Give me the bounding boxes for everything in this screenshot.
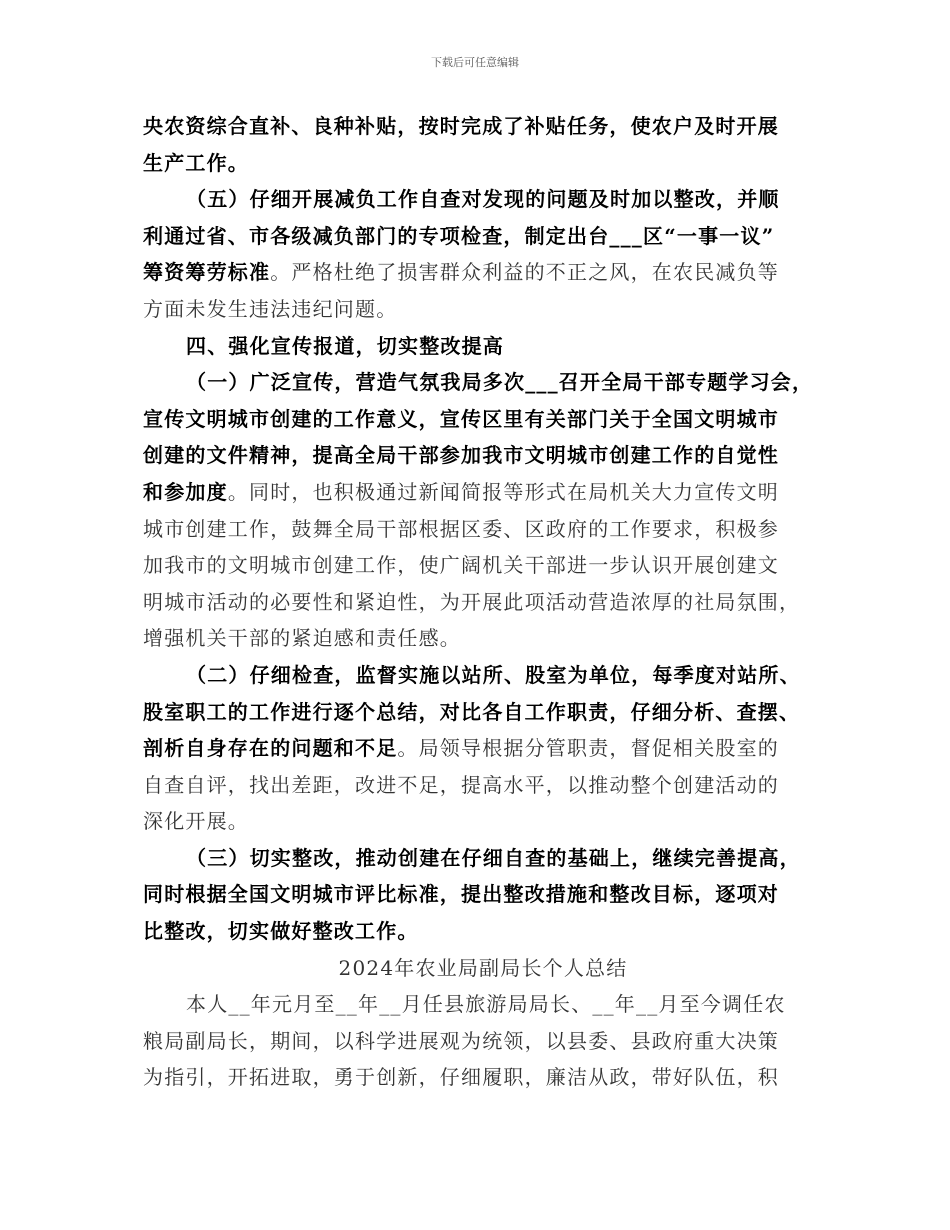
text-line: 创建的文件精神，提高全局干部参加我市文明城市创建工作的自觉性 (143, 443, 779, 468)
text-line: 宣传文明城市创建的工作意义，宣传区里有关部门关于全国文明城市 (143, 406, 779, 431)
text-line: 增强机关干部的紧迫感和责任感。 (143, 626, 461, 651)
page-header: 下载后可任意编辑 (431, 56, 519, 69)
text-line: 城市创建工作，鼓舞全局干部根据区委、区政府的工作要求，积极参 (143, 516, 779, 541)
text-line: 央农资综合直补、良种补贴，按时完成了补贴任务，使农户及时开展 (143, 114, 779, 138)
text-line: 深化开展。 (143, 809, 249, 834)
text-line: 利通过省、市各级减负部门的专项检查，制定出台___区“一事一议” (143, 223, 775, 248)
document-body (143, 108, 823, 1096)
text-line: 和参加度。同时，也积极通过新闻简报等形式在局机关大力宣传文明 (143, 479, 780, 504)
text-line: 剖析自身存在的问题和不足。局领导根据分管职责，督促相关股室的 (143, 736, 780, 761)
text-line: 本人__年元月至__年__月任县旅游局局长、__年__月至今调任农 (186, 992, 786, 1017)
text-line: 自查自评，找出差距，改进不足，提高水平，以推动整个创建活动的 (143, 772, 779, 797)
text-line: 为指引，开拓进取，勇于创新，仔细履职，廉洁从政，带好队伍，积 (143, 1065, 779, 1090)
text-line: 粮局副局长，期间，以科学进展观为统领，以县委、县政府重大决策 (143, 1028, 779, 1053)
text-line: （五）仔细开展减负工作自查对发现的问题及时加以整改，并顺 (186, 187, 780, 212)
text-line: （三）切实整改，推动创建在仔细自查的基础上，继续完善提高， (186, 845, 801, 870)
text-line: 比整改，切实做好整改工作。 (143, 919, 419, 944)
text-line: 方面未发生违法违纪问题。 (143, 296, 398, 321)
text-line: 加我市的文明城市创建工作，使广阔机关干部进一步认识开展创建文 (143, 553, 779, 578)
text-line: （二）仔细检查，监督实施以站所、股室为单位，每季度对站所、 (186, 662, 801, 687)
text-line: 筹资筹劳标准。严格杜绝了损害群众利益的不正之风，在农民减负等 (143, 260, 780, 285)
section-heading: 四、强化宣传报道，切实整改提高 (186, 333, 504, 358)
text-line: （一）广泛宣传，营造气氛我局多次___召开全局干部专题学习会， (186, 370, 814, 395)
text-line: 生产工作。 (143, 150, 249, 175)
text-line: 股室职工的工作进行逐个总结，对比各自工作职责，仔细分析、查摆、 (143, 699, 801, 724)
document-title: 2024年农业局副局长个人总结 (338, 955, 628, 980)
text-line: 同时根据全国文明城市评比标准，提出整改措施和整改目标，逐项对 (143, 882, 779, 907)
text-line: 明城市活动的必要性和紧迫性，为开展此项活动营造浓厚的社局氛围， (143, 589, 801, 614)
